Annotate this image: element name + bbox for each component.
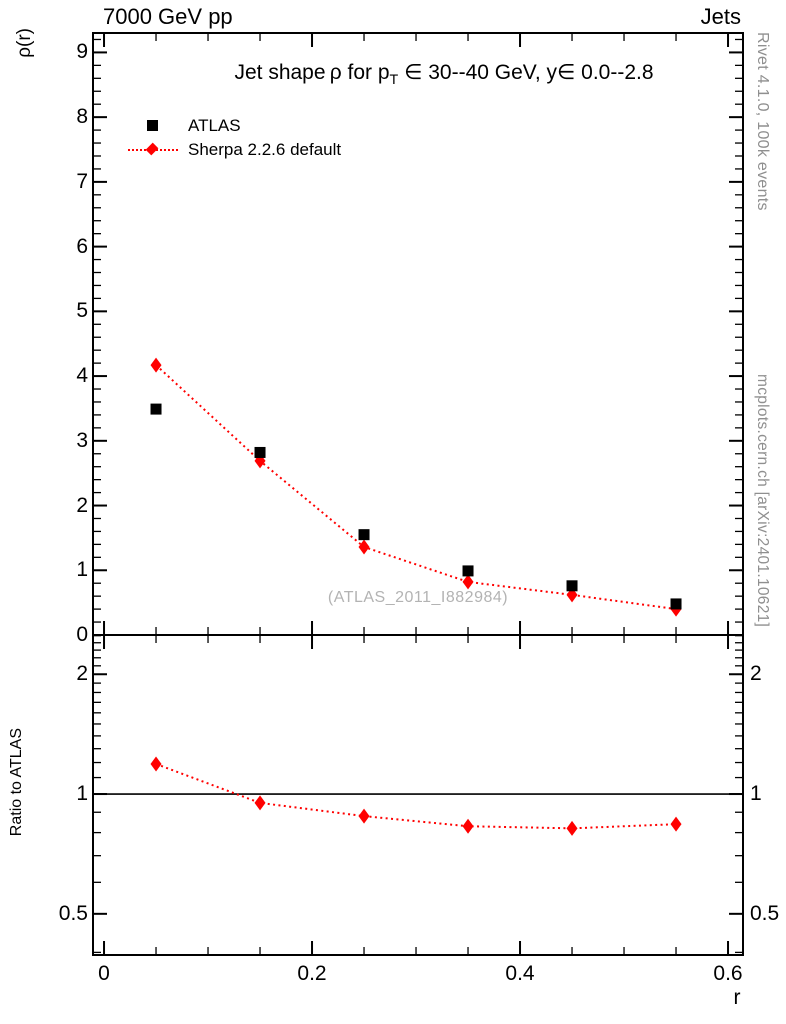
ratio-series-line xyxy=(156,764,676,828)
atlas-data-point xyxy=(255,447,266,458)
atlas-data-point xyxy=(151,404,162,415)
x-tick-label: 0.2 xyxy=(297,962,327,985)
plot-title-pre: Jet shape ρ for p xyxy=(234,61,390,84)
atlas-data-point xyxy=(359,529,370,540)
x-tick-label: 0.4 xyxy=(505,962,535,985)
main-panel-frame xyxy=(93,33,743,635)
main-y-tick-label: 2 xyxy=(76,493,88,517)
sherpa-series-line xyxy=(156,365,676,609)
rivet-version-note: Rivet 4.1.0, 100k events xyxy=(754,32,771,211)
ratio-y-tick-label-right: 0.5 xyxy=(750,901,780,925)
ratio-y-tick-label-right: 1 xyxy=(750,782,762,806)
ratio-data-point xyxy=(151,756,162,771)
main-y-tick-label: 5 xyxy=(76,299,88,323)
main-y-tick-label: 8 xyxy=(76,105,88,129)
sherpa-data-point xyxy=(359,539,370,554)
x-tick-label: 0.6 xyxy=(713,962,743,985)
x-axis-label: r xyxy=(733,986,741,1009)
sherpa-data-point xyxy=(151,358,162,373)
atlas-data-point xyxy=(671,598,682,609)
legend-sherpa-label: Sherpa 2.2.6 default xyxy=(188,140,342,159)
ratio-y-tick-label-right: 2 xyxy=(750,662,762,686)
ratio-y-tick-label: 2 xyxy=(76,662,88,686)
mcplots-reference-note: mcplots.cern.ch [arXiv:2401.10621] xyxy=(754,374,771,628)
main-y-tick-label: 9 xyxy=(76,40,88,64)
ratio-data-point xyxy=(359,809,370,824)
sherpa-data-point xyxy=(463,574,474,589)
ratio-data-point xyxy=(463,819,474,834)
main-y-axis-label: ρ(r) xyxy=(14,28,35,58)
ratio-panel-frame xyxy=(93,635,743,955)
main-y-tick-label: 3 xyxy=(76,428,88,452)
ratio-data-point xyxy=(255,795,266,810)
ratio-y-axis-label: Ratio to ATLAS xyxy=(8,728,25,837)
ratio-data-point xyxy=(567,821,578,836)
x-tick-label: 0 xyxy=(98,962,110,985)
plot-title-post: ∈ 30--40 GeV, y∈ 0.0--2.8 xyxy=(398,61,654,84)
main-y-tick-label: 1 xyxy=(76,558,88,582)
plot-title-sub: T xyxy=(389,72,399,89)
main-y-tick-label: 7 xyxy=(76,169,88,193)
legend-atlas-label: ATLAS xyxy=(188,116,241,135)
analysis-group-label: Jets xyxy=(700,4,741,29)
ratio-data-point xyxy=(671,817,682,832)
main-y-tick-label: 0 xyxy=(76,623,88,646)
atlas-data-point xyxy=(463,565,474,576)
ratio-y-tick-label: 0.5 xyxy=(58,901,88,925)
main-y-tick-label: 6 xyxy=(76,234,88,258)
ratio-y-tick-label: 1 xyxy=(76,782,88,806)
atlas-data-point xyxy=(567,580,578,591)
main-y-tick-label: 4 xyxy=(76,364,88,388)
beam-energy-label: 7000 GeV pp xyxy=(103,4,233,29)
watermark: (ATLAS_2011_I882984) xyxy=(327,589,509,606)
